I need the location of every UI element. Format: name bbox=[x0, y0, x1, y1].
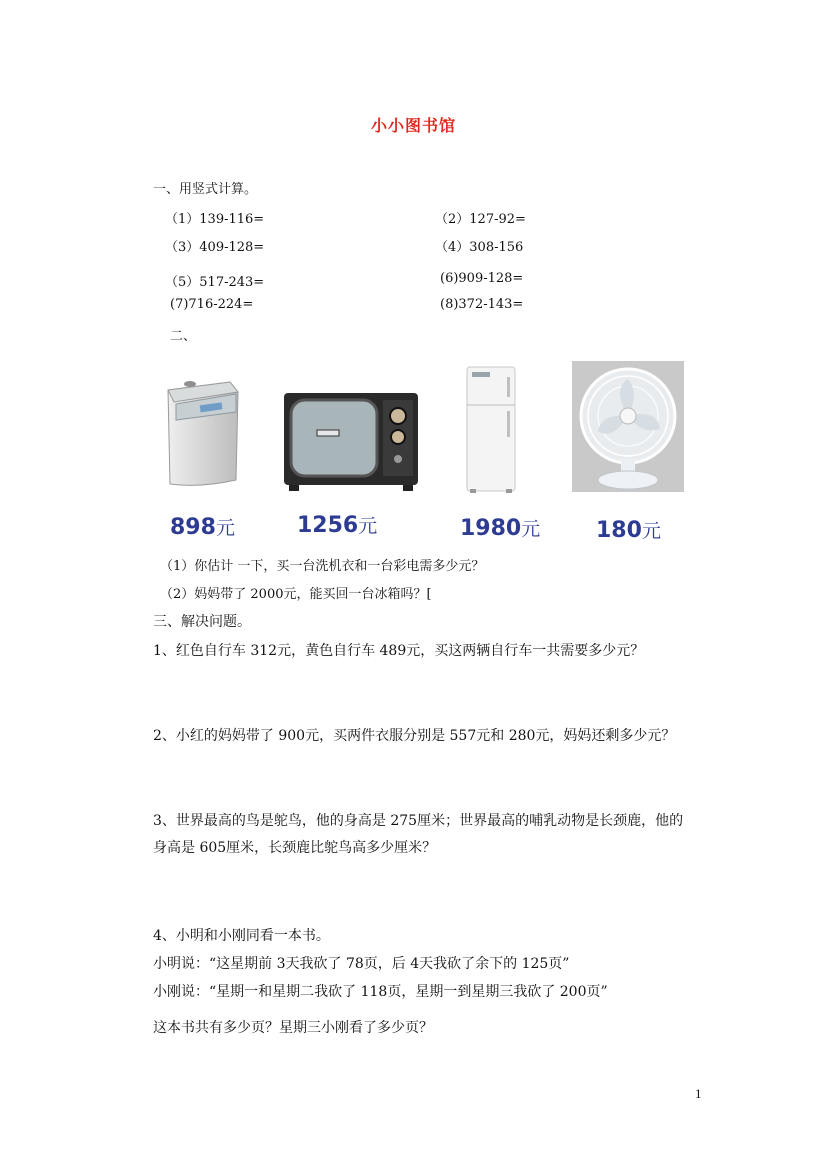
calc-item-6: (6)909-128= bbox=[440, 271, 524, 286]
calc-item-7: (7)716-224= bbox=[170, 297, 254, 312]
price-fan: 180元 bbox=[596, 518, 661, 543]
page-number: 1 bbox=[695, 1086, 702, 1101]
refrigerator-icon bbox=[464, 363, 518, 499]
problem-3-line-1: 3、世界最高的鸟是鸵鸟，他的身高是 275厘米；世界最高的哺乳动物是长颈鹿，他的 bbox=[153, 813, 684, 829]
section-3-heading: 三、解决问题。 bbox=[153, 614, 251, 630]
problem-2: 2、小红的妈妈带了 900元，买两件衣服分别是 557元和 280元，妈妈还剩多少元？ bbox=[153, 728, 676, 744]
problem-3-line-2: 身高是 605厘米，长颈鹿比鸵鸟高多少厘米？ bbox=[153, 840, 437, 856]
washing-machine-icon bbox=[160, 376, 242, 494]
electric-fan-icon bbox=[572, 361, 684, 492]
calc-item-5: （5）517-243= bbox=[165, 275, 265, 290]
price-television: 1256元 bbox=[297, 513, 378, 538]
price-refrigerator: 1980元 bbox=[460, 516, 541, 541]
problem-1: 1、红色自行车 312元，黄色自行车 489元，买这两辆自行车一共需要多少元？ bbox=[153, 643, 645, 659]
calc-item-2: （2）127-92= bbox=[435, 212, 526, 227]
section-2-question-1: （1）你估计 一下，买一台洗机衣和一台彩电需多少元？ bbox=[160, 559, 485, 574]
price-washing-machine: 898元 bbox=[170, 515, 235, 540]
problem-4-xiaogang: 小刚说：“星期一和星期二我砍了 118页，星期一到星期三我砍了 200页” bbox=[153, 984, 608, 1000]
calc-item-3: （3）409-128= bbox=[165, 240, 265, 255]
section-1-heading: 一、用竖式计算。 bbox=[153, 182, 258, 197]
section-2-question-2: （2）妈妈带了 2000元，能买回一台冰箱吗？[ bbox=[160, 587, 432, 602]
section-2-heading: 二、 bbox=[170, 329, 197, 344]
calc-item-4: （4）308-156 bbox=[435, 240, 524, 255]
problem-4-title: 4、小明和小刚同看一本书。 bbox=[153, 928, 330, 944]
television-icon bbox=[283, 392, 419, 496]
page-title: 小小图书馆 bbox=[370, 116, 456, 135]
calc-item-8: (8)372-143= bbox=[440, 297, 524, 312]
problem-4-xiaoming: 小明说：“这星期前 3天我砍了 78页，后 4天我砍了余下的 125页” bbox=[153, 956, 570, 972]
calc-item-1: （1）139-116= bbox=[165, 212, 265, 227]
problem-4-question: 这本书共有多少页？星期三小刚看了多少页？ bbox=[153, 1020, 433, 1036]
